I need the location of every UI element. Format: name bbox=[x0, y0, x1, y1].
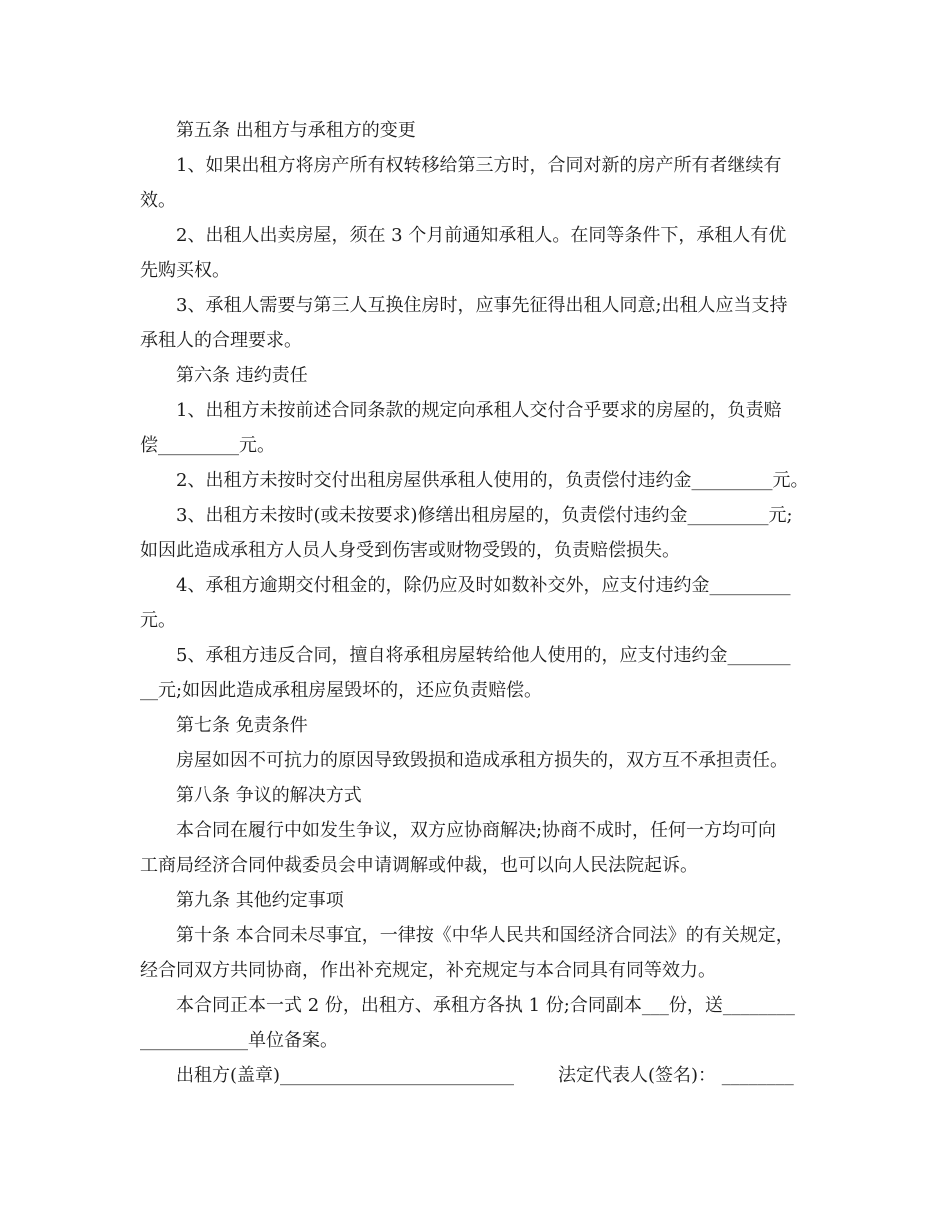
paragraph-line: 如因此造成承租方人员人身受到伤害或财物受毁的，负责赔偿损失。 bbox=[140, 540, 680, 561]
paragraph-line: 经合同双方共同协商，作出补充规定，补充规定与本合同具有同等效力。 bbox=[140, 960, 716, 981]
paragraph-line: 1、出租方未按前述合同条款的规定向承租人交付合乎要求的房屋的，负责赔 bbox=[176, 400, 782, 421]
paragraph-line: 3、出租方未按时(或未按要求)修缮出租房屋的，负责偿付违约金_________元; bbox=[176, 505, 793, 526]
paragraph-line: __元;如因此造成承租房屋毁坏的，还应负责赔偿。 bbox=[140, 680, 543, 701]
paragraph-line: 偿_________元。 bbox=[140, 435, 275, 456]
paragraph-line: 本合同在履行中如发生争议，双方应协商解决;协商不成时，任何一方均可向 bbox=[176, 820, 777, 841]
article-6-heading: 第六条 违约责任 bbox=[176, 365, 308, 386]
article-8-heading: 第八条 争议的解决方式 bbox=[176, 785, 362, 806]
article-5-heading: 第五条 出租方与承租方的变更 bbox=[176, 120, 416, 141]
paragraph-line: 2、出租方未按时交付出租房屋供承租人使用的，负责偿付违约金_________元。 bbox=[176, 470, 809, 491]
paragraph-line: 3、承租人需要与第三人互换住房时，应事先征得出租人同意;出租人应当支持 bbox=[176, 295, 788, 316]
paragraph-line: 2、出租人出卖房屋，须在 3 个月前通知承租人。在同等条件下，承租人有优 bbox=[176, 225, 787, 246]
legal-representative-signature-line: 法定代表人(签名)： ________ bbox=[558, 1065, 794, 1086]
paragraph-line: 本合同正本一式 2 份，出租方、承租方各执 1 份;合同副本___份，送________ bbox=[176, 995, 795, 1016]
paragraph-line: 效。 bbox=[140, 190, 176, 211]
paragraph-line: 5、承租方违反合同，擅自将承租房屋转给他人使用的，应支付违约金_______ bbox=[176, 645, 791, 666]
paragraph-line: 工商局经济合同仲裁委员会申请调解或仲裁，也可以向人民法院起诉。 bbox=[140, 855, 698, 876]
paragraph-line: ____________单位备案。 bbox=[140, 1030, 338, 1051]
paragraph-line: 1、如果出租方将房产所有权转移给第三方时，合同对新的房产所有者继续有 bbox=[176, 155, 782, 176]
paragraph-line: 房屋如因不可抗力的原因导致毁损和造成承租方损失的，双方互不承担责任。 bbox=[176, 750, 788, 771]
paragraph-line: 承租人的合理要求。 bbox=[140, 330, 302, 351]
paragraph-line: 元。 bbox=[140, 610, 176, 631]
lessor-signature-line: 出租方(盖章)__________________________ bbox=[176, 1065, 515, 1086]
article-10-line: 第十条 本合同未尽事宜，一律按《中华人民共和国经济合同法》的有关规定， bbox=[176, 925, 794, 946]
article-7-heading: 第七条 免责条件 bbox=[176, 715, 308, 736]
paragraph-line: 4、承租方逾期交付租金的，除仍应及时如数补交外，应支付违约金_________ bbox=[176, 575, 791, 596]
article-9-heading: 第九条 其他约定事项 bbox=[176, 890, 344, 911]
paragraph-line: 先购买权。 bbox=[140, 260, 230, 281]
